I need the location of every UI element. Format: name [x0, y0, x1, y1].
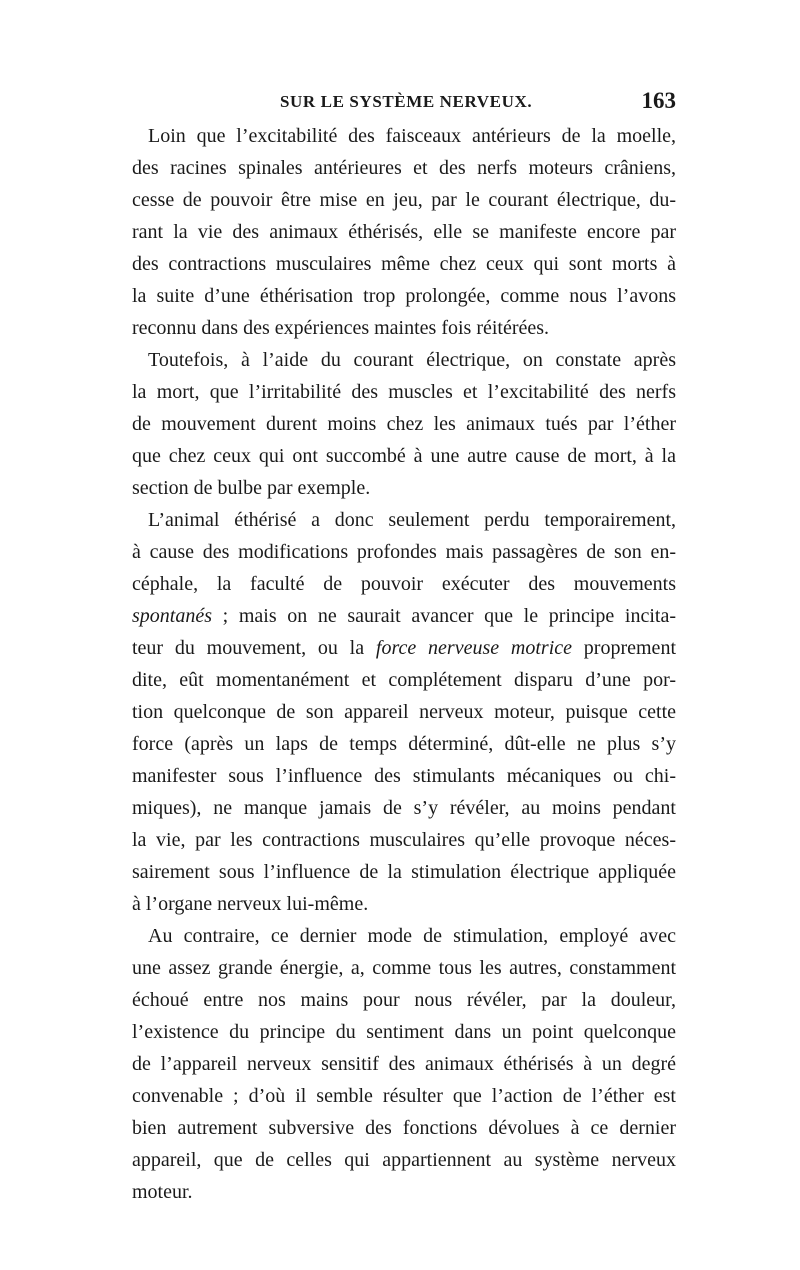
- text-line: céphale, la faculté de pouvoir exécuter des mouvements: [132, 573, 676, 595]
- running-title: SUR LE SYSTÈME NERVEUX.: [280, 92, 533, 111]
- text-line: une assez grande énergie, a, comme tous les autres, constamment: [132, 957, 676, 979]
- text-line: tion quelconque de son appareil nerveux moteur, puisque cette: [132, 701, 676, 723]
- text-line: Toutefois, à l’aide du courant électrique, on constate après: [148, 349, 676, 371]
- text-line: la suite d’une éthérisation trop prolongée, comme nous l’avons: [132, 285, 676, 307]
- text-line: des racines spinales antérieures et des nerfs moteurs crâniens,: [132, 157, 676, 179]
- text-line: des contractions musculaires même chez ceux qui sont morts à: [132, 253, 676, 275]
- text-line: bien autrement subversive des fonctions dévolues à ce dernier: [132, 1117, 676, 1139]
- text-line: force (après un laps de temps déterminé, dût-elle ne plus s’y: [132, 733, 676, 755]
- text-line: section de bulbe par exemple.: [132, 477, 371, 499]
- text-line: reconnu dans des expériences maintes fois réitérées.: [132, 317, 550, 339]
- text-line: rant la vie des animaux éthérisés, elle se manifeste encore par: [132, 221, 676, 243]
- body-text: [132, 120, 676, 1208]
- text-line: dite, eût momentanément et complétement disparu d’une por-: [132, 669, 676, 691]
- text-line: l’existence du principe du sentiment dans un point quelconque: [132, 1021, 676, 1043]
- text-line: de mouvement durent moins chez les animaux tués par l’éther: [132, 413, 676, 435]
- italic-phrase: spontanés: [132, 605, 212, 627]
- text-line: cesse de pouvoir être mise en jeu, par le courant électrique, du-: [132, 189, 676, 211]
- text-line: miques), ne manque jamais de s’y révéler, au moins pendant: [132, 797, 676, 819]
- italic-phrase: force nerveuse motrice: [375, 637, 573, 659]
- page-number: 163: [641, 88, 676, 113]
- text-line: à l’organe nerveux lui-même.: [132, 893, 369, 915]
- text-line: échoué entre nos mains pour nous révéler, par la douleur,: [132, 989, 676, 1011]
- text-line: la mort, que l’irritabilité des muscles et l’excitabilité des nerfs: [132, 381, 676, 403]
- text-line: appareil, que de celles qui appartiennent au système nerveux: [132, 1149, 676, 1171]
- text-line: manifester sous l’influence des stimulants mécaniques ou chi-: [132, 765, 676, 787]
- text-line: à cause des modifications profondes mais passagères de son en-: [132, 541, 676, 563]
- text-line: sairement sous l’influence de la stimulation électrique appliquée: [132, 861, 676, 883]
- text-line: convenable ; d’où il semble résulter que l’action de l’éther est: [132, 1085, 676, 1107]
- text-line: Au contraire, ce dernier mode de stimulation, employé avec: [148, 925, 676, 947]
- text-line: teur du mouvement, ou la force nerveuse motrice proprement: [132, 637, 676, 659]
- text-line: la vie, par les contractions musculaires qu’elle provoque néces-: [132, 829, 676, 851]
- text-line: de l’appareil nerveux sensitif des animaux éthérisés à un degré: [132, 1053, 676, 1075]
- text-line: Loin que l’excitabilité des faisceaux antérieurs de la moelle,: [148, 125, 676, 147]
- text-line: spontanés ; mais on ne saurait avancer que le principe incita-: [132, 605, 676, 627]
- text-line: que chez ceux qui ont succombé à une autre cause de mort, à la: [132, 445, 676, 467]
- running-head: [132, 88, 676, 118]
- text-line: L’animal éthérisé a donc seulement perdu temporairement,: [148, 509, 676, 531]
- text-line: moteur.: [132, 1181, 193, 1203]
